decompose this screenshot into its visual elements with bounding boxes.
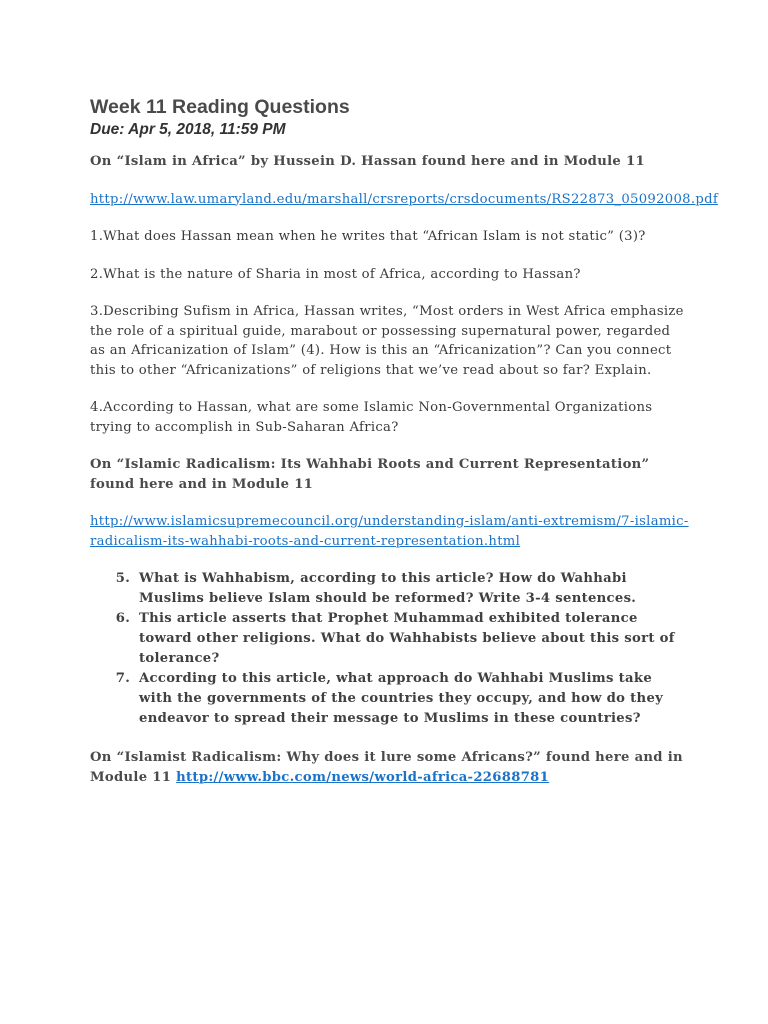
section2-link[interactable]: http://www.islamicsupremecouncil.org/understanding-islam/anti-extremism/7-islamic-radicalism-its-wahhabi-roots-and-current-representation.html (90, 514, 689, 549)
section1-link-paragraph (90, 190, 719, 210)
section1-heading: On “Islam in Africa” by Hussein D. Hassan found here and in Module 11 (90, 154, 645, 169)
question-7: 7. According to this article, what approach do Wahhabi Muslims take with the governments of the countries they occupy, and how do they endeavor to spread their message to Muslims in these countries? (135, 669, 690, 729)
document-content (90, 94, 719, 805)
section2-link-paragraph (90, 512, 690, 551)
question-6: 6. This article asserts that Prophet Muhammad exhibited tolerance toward other religions. What do Wahhabists believe about this sort of tolerance? (135, 609, 690, 669)
question-3: 3.Describing Sufism in Africa, Hassan writes, “Most orders in West Africa emphasize the role of a spiritual guide, marabout or possessing supernatural power, regarded as an Africanization of Islam” (4). How is this an “Africanization”? Can you connect this to other “Africanizations” of religions that we’ve read about so far? Explain. (90, 304, 684, 378)
section2-heading: On “Islamic Radicalism: Its Wahhabi Roots and Current Representation” found here and in Module 11 (90, 457, 650, 492)
due-date: Due: Apr 5, 2018, 11:59 PM (90, 121, 286, 138)
section3-paragraph (90, 748, 690, 787)
section3-heading: On “Islamist Radicalism: Why does it lure some Africans?” found here and in Module 11 (90, 750, 683, 785)
question-4: 4.According to Hassan, what are some Islamic Non-Governmental Organizations trying to accomplish in Sub-Saharan Africa? (90, 400, 653, 435)
section3-link[interactable]: http://www.bbc.com/news/world-africa-22688781 (176, 769, 550, 785)
section1-link[interactable]: http://www.law.umaryland.edu/marshall/crsreports/crsdocuments/RS22873_05092008.pdf (90, 191, 719, 207)
question-2: 2.What is the nature of Sharia in most of Africa, according to Hassan? (90, 266, 581, 282)
question-1: 1.What does Hassan mean when he writes that “African Islam is not static” (3)? (90, 229, 646, 244)
page-title: Week 11 Reading Questions (90, 96, 350, 118)
question-list (90, 569, 690, 729)
question-5: 5. What is Wahhabism, according to this article? How do Wahhabi Muslims believe Islam should be reformed? Write 3-4 sentences. (135, 569, 690, 609)
